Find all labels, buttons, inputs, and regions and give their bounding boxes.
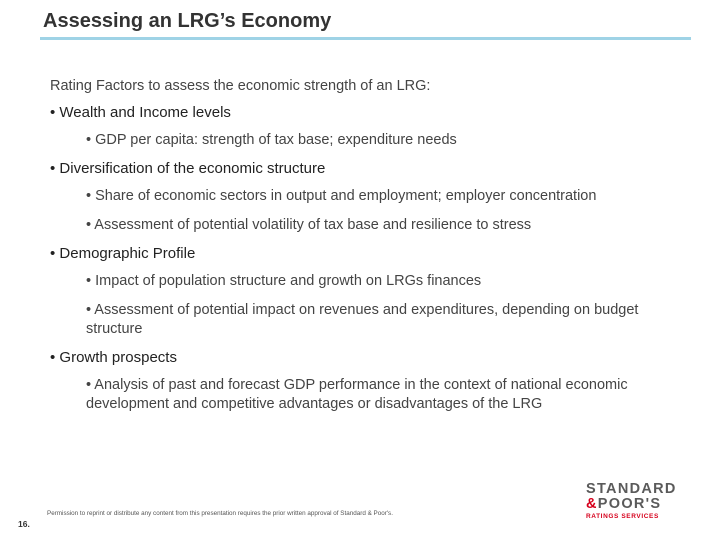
title-divider	[40, 37, 691, 40]
intro-text: Rating Factors to assess the economic strength of an LRG:	[50, 78, 431, 94]
sub-bullet-volatility: • Assessment of potential volatility of tax base and resilience to stress	[86, 217, 532, 233]
logo-ampersand: &	[586, 496, 598, 512]
logo-line-standard: STANDARD	[586, 481, 677, 497]
slide-content	[50, 77, 690, 424]
slide-title: Assessing an LRG’s Economy	[43, 10, 332, 32]
sub-bullet-revenues-expenditures: • Assessment of potential impact on revenues and expenditures, depending on budget structure	[86, 302, 639, 337]
sp-logo	[586, 482, 701, 522]
sub-bullet-population-structure: • Impact of population structure and growth on LRGs finances	[86, 273, 482, 289]
bullet-diversification: • Diversification of the economic structure	[50, 160, 326, 177]
logo-line-poors	[586, 497, 701, 512]
sub-bullet-economic-sectors: • Share of economic sectors in output and employment; employer concentration	[86, 188, 597, 204]
logo-ratings-services: RATINGS SERVICES	[586, 513, 659, 520]
page-number: 16.	[18, 519, 30, 529]
footer-disclaimer: Permission to reprint or distribute any content from this presentation requires the prior written approval of Standard & Poor's.	[47, 510, 393, 517]
bullet-wealth-income: • Wealth and Income levels	[50, 104, 231, 121]
sub-bullet-gdp-performance: • Analysis of past and forecast GDP performance in the context of national economic development and competitive advantages or disadvantages of the LRG	[86, 377, 628, 412]
sub-bullet-gdp-per-capita: • GDP per capita: strength of tax base; expenditure needs	[86, 132, 457, 148]
bullet-demographic-profile: • Demographic Profile	[50, 245, 196, 262]
logo-poors-text: POOR'S	[597, 496, 662, 512]
bullet-growth-prospects: • Growth prospects	[50, 349, 177, 366]
